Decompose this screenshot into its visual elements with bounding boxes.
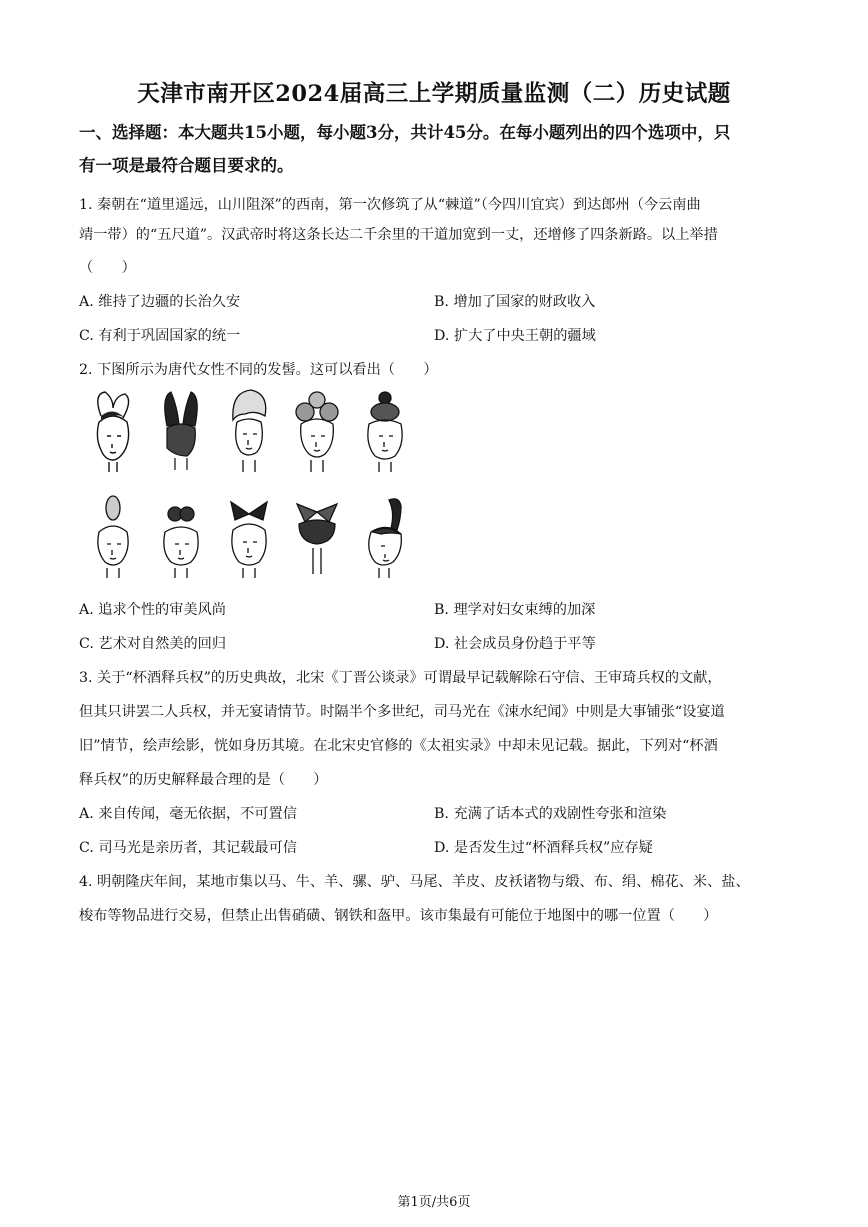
q3-option-d[interactable]: D. 是否发生过“杯酒释兵权”应存疑 [434,840,653,856]
q3-option-a[interactable]: A. 来自传闻，毫无依据，不可置信 [79,806,297,822]
q1-stem-line-1: 1. 秦朝在“道里遥远，山川阻深”的西南，第一次修筑了从“棘道”（今四川宜宾）到达郎州（今云南曲 [79,197,701,213]
hairstyle-illustration-7 [147,492,215,582]
hairstyle-illustration-10 [351,492,419,582]
section-heading-line-2: 有一项是最符合题目要求的。 [79,156,294,175]
q3-stem-line-3: 旧”情节，绘声绘影，恍如身历其境。在北宋史官修的《太祖实录》中却未见记载。据此，下列对“杯酒 [79,738,718,754]
q1-option-d[interactable]: D. 扩大了中央王朝的疆域 [434,328,596,344]
q3-option-c[interactable]: C. 司马光是亲历者，其记载最可信 [79,840,297,856]
hairstyle-illustration-5 [351,386,419,476]
q3-stem-line-4: 释兵权”的历史解释最合理的是（ ） [79,772,328,788]
q4-stem-line-1: 4. 明朝隆庆年间，某地市集以马、牛、羊、骡、驴、马尾、羊皮、皮袄诸物与缎、布、绢、棉花、米、盐、 [79,874,750,890]
hairstyle-illustration-9 [283,492,351,582]
hairstyle-illustration-4 [283,386,351,476]
page-title: 天津市南开区2024届高三上学期质量监测（二）历史试题 [137,81,731,107]
q1-option-b[interactable]: B. 增加了国家的财政收入 [434,294,596,310]
q1-option-c[interactable]: C. 有利于巩固国家的统一 [79,328,241,344]
q2-option-a[interactable]: A. 追求个性的审美风尚 [79,602,226,618]
hairstyle-illustration-1 [79,386,147,476]
page-footer: 第1页/共6页 [397,1195,471,1210]
q1-stem-line-3: （ ） [79,260,136,276]
q4-stem-line-2: 梭布等物品进行交易，但禁止出售硝磺、钢铁和盔甲。该市集最有可能位于地图中的哪一位置（ ） [79,908,718,924]
q2-option-c[interactable]: C. 艺术对自然美的回归 [79,636,227,652]
hairstyle-illustration-6 [79,492,147,582]
q2-stem-line-1: 2. 下图所示为唐代女性不同的发髻。这可以看出（ ） [79,362,438,378]
q1-option-a[interactable]: A. 维持了边疆的长治久安 [79,294,241,310]
q2-option-b[interactable]: B. 理学对妇女束缚的加深 [434,602,596,618]
section-heading-line-1: 一、选择题：本大题共15小题，每小题3分，共计45分。在每小题列出的四个选项中，只 [79,123,731,142]
q3-stem-line-2: 但其只讲罢二人兵权，并无宴请情节。时隔半个多世纪，司马光在《涑水纪闻》中则是大事铺张“设宴道 [79,704,725,720]
q3-option-b[interactable]: B. 充满了话本式的戏剧性夸张和渲染 [434,806,667,822]
hairstyle-illustration-8 [215,492,283,582]
q1-stem-line-2: 靖一带）的“五尺道”。汉武帝时将这条长达二千余里的干道加宽到一丈，还增修了四条新路。以上举措 [79,227,718,243]
hairstyle-illustration-3 [215,386,283,476]
hairstyle-illustration-2 [147,386,215,476]
q3-stem-line-1: 3. 关于“杯酒释兵权”的历史典故，北宋《丁晋公谈录》可谓最早记载解除石守信、王审琦兵权的文献， [79,670,722,686]
q2-option-d[interactable]: D. 社会成员身份趋于平等 [434,636,596,652]
